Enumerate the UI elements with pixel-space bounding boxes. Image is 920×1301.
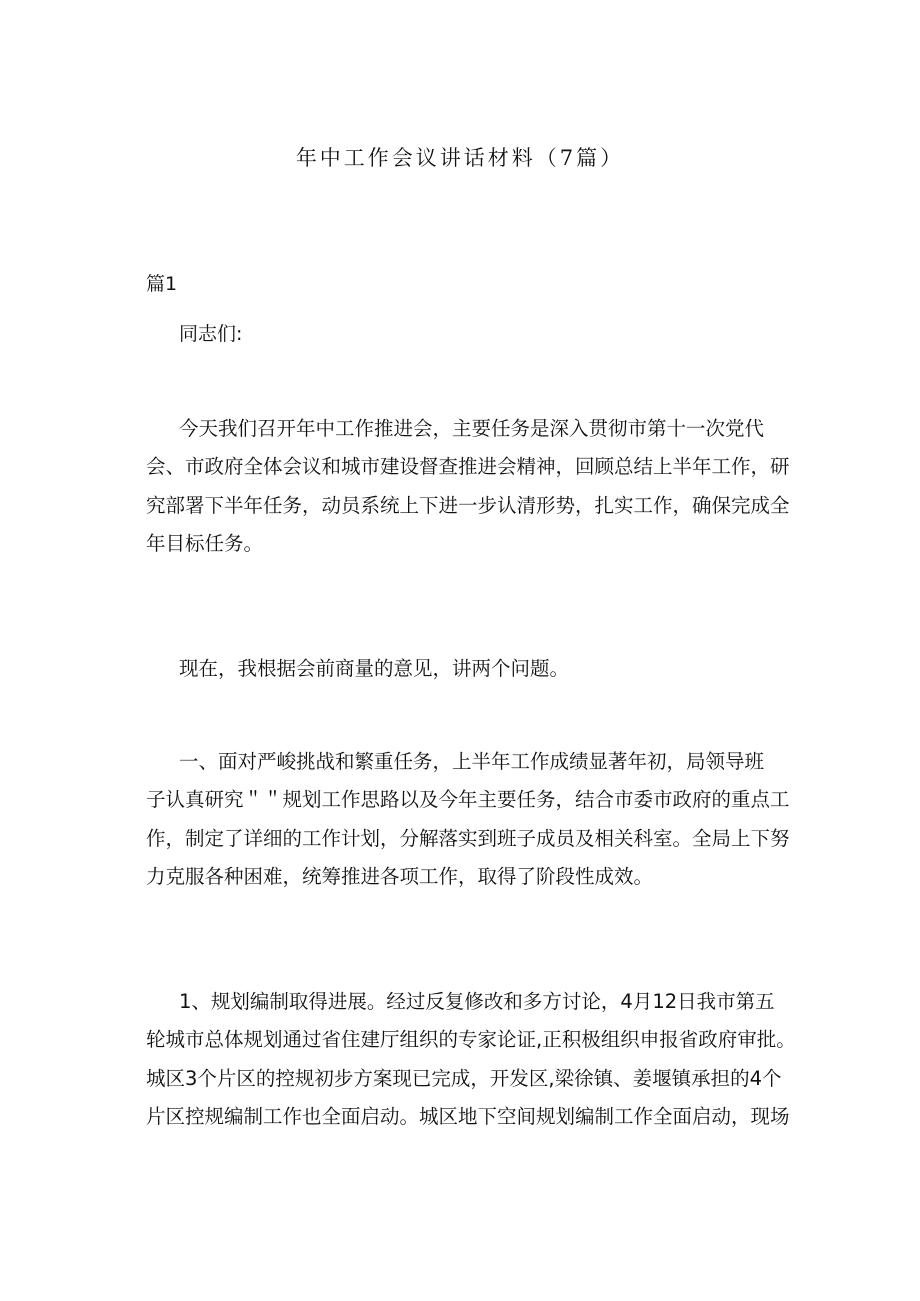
paragraph-section-one — [146, 743, 796, 897]
paragraph-line: 会、市政府全体会议和城市建设督查推进会精神，回顾总结上半年工作，研 — [146, 455, 790, 479]
paragraph-line: 轮城市总体规划通过省住建厅组织的专家论证,正积极组织申报省政府审批。 — [146, 1028, 796, 1052]
paragraph-line: 年目标任务。 — [146, 532, 264, 556]
paragraph-line: 城区3个片区的控规初步方案现已完成，开发区,梁徐镇、姜堰镇承担的4个 — [146, 1066, 782, 1090]
paragraph-line: 一、面对严峻挑战和繁重任务，上半年工作成绩显著年初，局领导班 — [179, 750, 765, 773]
paragraph-line: 现在，我根据会前商量的意见，讲两个问题。 — [179, 657, 570, 680]
paragraph-line: 子认真研究＂＂规划工作思路以及今年主要任务，结合市委市政府的重点工 — [146, 788, 790, 812]
salutation: 同志们: — [179, 323, 243, 345]
paragraph-intro — [146, 650, 796, 688]
paragraph-item-one — [146, 983, 796, 1137]
paragraph-line: 作，制定了详细的工作计划，分解落实到班子成员及相关科室。全局上下努 — [146, 826, 790, 850]
paragraph-line: 片区控规编制工作也全面启动。城区地下空间规划编制工作全面启动，现场 — [146, 1105, 790, 1129]
paragraph-opening — [146, 410, 796, 564]
paragraph-line: 究部署下半年任务，动员系统上下进一步认清形势，扎实工作，确保完成全 — [146, 493, 790, 517]
section-label: 篇1 — [146, 273, 178, 295]
paragraph-line: 力克服各种困难，统筹推进各项工作，取得了阶段性成效。 — [146, 865, 654, 889]
paragraph-line: 今天我们召开年中工作推进会，主要任务是深入贯彻市第十一次党代 — [179, 417, 765, 440]
document-title: 年中工作会议讲话材料（7篇） — [295, 146, 625, 170]
paragraph-line: 1、规划编制取得进展。经过反复修改和多方讨论，4月12日我市第五 — [179, 990, 775, 1013]
